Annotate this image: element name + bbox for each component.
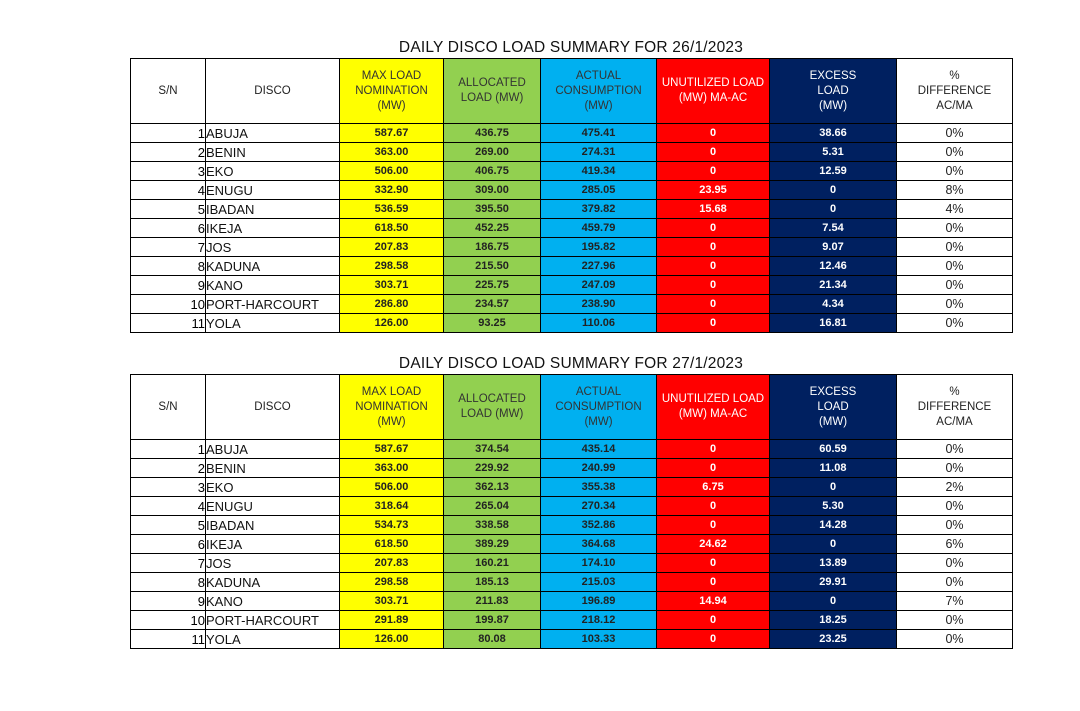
allocated-load-cell: 436.75 (444, 124, 541, 143)
disco-cell: IKEJA (206, 535, 340, 554)
load-summary-26-1-2023 (130, 38, 1012, 333)
allocated-load-cell: 265.04 (444, 497, 541, 516)
actual-consumption-cell: 364.68 (541, 535, 657, 554)
table-body (131, 440, 1013, 649)
table-row (131, 276, 1013, 295)
header-row (131, 59, 1013, 124)
percent-difference-cell: 0% (897, 219, 1013, 238)
header-unutilized-load: UNUTILIZED LOAD (MW) MA-AC (657, 59, 770, 124)
table-row (131, 611, 1013, 630)
unutilized-load-cell: 0 (657, 573, 770, 592)
percent-difference-cell: 0% (897, 257, 1013, 276)
percent-difference-cell: 0% (897, 295, 1013, 314)
max-load-cell: 298.58 (340, 573, 444, 592)
allocated-load-cell: 185.13 (444, 573, 541, 592)
actual-consumption-cell: 215.03 (541, 573, 657, 592)
max-load-cell: 534.73 (340, 516, 444, 535)
percent-difference-cell: 0% (897, 238, 1013, 257)
table-row (131, 516, 1013, 535)
unutilized-load-cell: 24.62 (657, 535, 770, 554)
excess-load-cell: 4.34 (770, 295, 897, 314)
table-row (131, 440, 1013, 459)
unutilized-load-cell: 0 (657, 554, 770, 573)
excess-load-cell: 0 (770, 478, 897, 497)
header-max-load: MAX LOAD NOMINATION (MW) (340, 375, 444, 440)
allocated-load-cell: 406.75 (444, 162, 541, 181)
excess-load-cell: 60.59 (770, 440, 897, 459)
sn-cell: 1 (131, 440, 206, 459)
percent-difference-cell: 0% (897, 124, 1013, 143)
excess-load-cell: 18.25 (770, 611, 897, 630)
excess-load-cell: 9.07 (770, 238, 897, 257)
disco-cell: YOLA (206, 314, 340, 333)
header-max-load: MAX LOAD NOMINATION (MW) (340, 59, 444, 124)
unutilized-load-cell: 14.94 (657, 592, 770, 611)
table-row (131, 630, 1013, 649)
unutilized-load-cell: 0 (657, 257, 770, 276)
unutilized-load-cell: 0 (657, 238, 770, 257)
allocated-load-cell: 338.58 (444, 516, 541, 535)
unutilized-load-cell: 0 (657, 516, 770, 535)
unutilized-load-cell: 0 (657, 314, 770, 333)
table-row (131, 459, 1013, 478)
excess-load-cell: 16.81 (770, 314, 897, 333)
unutilized-load-cell: 23.95 (657, 181, 770, 200)
excess-load-cell: 7.54 (770, 219, 897, 238)
allocated-load-cell: 199.87 (444, 611, 541, 630)
max-load-cell: 506.00 (340, 478, 444, 497)
actual-consumption-cell: 110.06 (541, 314, 657, 333)
actual-consumption-cell: 227.96 (541, 257, 657, 276)
actual-consumption-cell: 355.38 (541, 478, 657, 497)
excess-load-cell: 0 (770, 200, 897, 219)
actual-consumption-cell: 270.34 (541, 497, 657, 516)
header-percent-difference: % DIFFERENCE AC/MA (897, 375, 1013, 440)
unutilized-load-cell: 0 (657, 162, 770, 181)
allocated-load-cell: 374.54 (444, 440, 541, 459)
disco-cell: ENUGU (206, 181, 340, 200)
disco-cell: ENUGU (206, 497, 340, 516)
sn-cell: 6 (131, 535, 206, 554)
sn-cell: 4 (131, 497, 206, 516)
table-row (131, 219, 1013, 238)
sn-cell: 10 (131, 295, 206, 314)
unutilized-load-cell: 0 (657, 219, 770, 238)
disco-load-table (130, 374, 1013, 649)
percent-difference-cell: 6% (897, 535, 1013, 554)
unutilized-load-cell: 0 (657, 143, 770, 162)
excess-load-cell: 0 (770, 181, 897, 200)
disco-cell: PORT-HARCOURT (206, 295, 340, 314)
excess-load-cell: 21.34 (770, 276, 897, 295)
header-sn: S/N (131, 59, 206, 124)
unutilized-load-cell: 6.75 (657, 478, 770, 497)
disco-cell: EKO (206, 478, 340, 497)
sn-cell: 6 (131, 219, 206, 238)
table-body (131, 124, 1013, 333)
actual-consumption-cell: 195.82 (541, 238, 657, 257)
excess-load-cell: 11.08 (770, 459, 897, 478)
table-row (131, 143, 1013, 162)
allocated-load-cell: 80.08 (444, 630, 541, 649)
percent-difference-cell: 4% (897, 200, 1013, 219)
disco-cell: JOS (206, 554, 340, 573)
max-load-cell: 536.59 (340, 200, 444, 219)
table-row (131, 200, 1013, 219)
header-disco: DISCO (206, 375, 340, 440)
excess-load-cell: 23.25 (770, 630, 897, 649)
header-percent-difference: % DIFFERENCE AC/MA (897, 59, 1013, 124)
max-load-cell: 126.00 (340, 630, 444, 649)
sn-cell: 11 (131, 314, 206, 333)
unutilized-load-cell: 0 (657, 295, 770, 314)
allocated-load-cell: 160.21 (444, 554, 541, 573)
allocated-load-cell: 389.29 (444, 535, 541, 554)
allocated-load-cell: 229.92 (444, 459, 541, 478)
table-row (131, 162, 1013, 181)
excess-load-cell: 0 (770, 592, 897, 611)
percent-difference-cell: 0% (897, 162, 1013, 181)
sn-cell: 7 (131, 554, 206, 573)
percent-difference-cell: 0% (897, 611, 1013, 630)
percent-difference-cell: 0% (897, 276, 1013, 295)
actual-consumption-cell: 475.41 (541, 124, 657, 143)
actual-consumption-cell: 419.34 (541, 162, 657, 181)
sn-cell: 7 (131, 238, 206, 257)
disco-load-table (130, 58, 1013, 333)
sn-cell: 10 (131, 611, 206, 630)
excess-load-cell: 0 (770, 535, 897, 554)
unutilized-load-cell: 0 (657, 440, 770, 459)
actual-consumption-cell: 103.33 (541, 630, 657, 649)
allocated-load-cell: 211.83 (444, 592, 541, 611)
excess-load-cell: 5.30 (770, 497, 897, 516)
table-row (131, 181, 1013, 200)
percent-difference-cell: 2% (897, 478, 1013, 497)
percent-difference-cell: 0% (897, 573, 1013, 592)
percent-difference-cell: 0% (897, 497, 1013, 516)
actual-consumption-cell: 274.31 (541, 143, 657, 162)
sn-cell: 2 (131, 143, 206, 162)
table-row (131, 295, 1013, 314)
table-row (131, 257, 1013, 276)
table-row (131, 554, 1013, 573)
max-load-cell: 298.58 (340, 257, 444, 276)
disco-cell: PORT-HARCOURT (206, 611, 340, 630)
disco-cell: IBADAN (206, 516, 340, 535)
actual-consumption-cell: 247.09 (541, 276, 657, 295)
max-load-cell: 587.67 (340, 440, 444, 459)
disco-cell: IKEJA (206, 219, 340, 238)
actual-consumption-cell: 352.86 (541, 516, 657, 535)
table-row (131, 497, 1013, 516)
allocated-load-cell: 234.57 (444, 295, 541, 314)
percent-difference-cell: 0% (897, 516, 1013, 535)
table-row (131, 314, 1013, 333)
max-load-cell: 318.64 (340, 497, 444, 516)
header-row (131, 375, 1013, 440)
percent-difference-cell: 0% (897, 314, 1013, 333)
sn-cell: 3 (131, 478, 206, 497)
unutilized-load-cell: 0 (657, 124, 770, 143)
disco-cell: BENIN (206, 459, 340, 478)
actual-consumption-cell: 238.90 (541, 295, 657, 314)
table-row (131, 535, 1013, 554)
table-title: DAILY DISCO LOAD SUMMARY FOR 26/1/2023 (398, 39, 744, 56)
actual-consumption-cell: 240.99 (541, 459, 657, 478)
table-row (131, 478, 1013, 497)
header-disco: DISCO (206, 59, 340, 124)
sn-cell: 8 (131, 573, 206, 592)
sn-cell: 5 (131, 516, 206, 535)
disco-cell: YOLA (206, 630, 340, 649)
actual-consumption-cell: 285.05 (541, 181, 657, 200)
actual-consumption-cell: 218.12 (541, 611, 657, 630)
disco-cell: KADUNA (206, 257, 340, 276)
max-load-cell: 587.67 (340, 124, 444, 143)
allocated-load-cell: 269.00 (444, 143, 541, 162)
unutilized-load-cell: 15.68 (657, 200, 770, 219)
percent-difference-cell: 7% (897, 592, 1013, 611)
load-summary-27-1-2023 (130, 354, 1012, 649)
allocated-load-cell: 186.75 (444, 238, 541, 257)
disco-cell: JOS (206, 238, 340, 257)
max-load-cell: 363.00 (340, 459, 444, 478)
percent-difference-cell: 0% (897, 554, 1013, 573)
table-row (131, 592, 1013, 611)
max-load-cell: 303.71 (340, 592, 444, 611)
actual-consumption-cell: 435.14 (541, 440, 657, 459)
disco-cell: ABUJA (206, 124, 340, 143)
max-load-cell: 291.89 (340, 611, 444, 630)
actual-consumption-cell: 379.82 (541, 200, 657, 219)
excess-load-cell: 12.46 (770, 257, 897, 276)
unutilized-load-cell: 0 (657, 276, 770, 295)
disco-cell: EKO (206, 162, 340, 181)
unutilized-load-cell: 0 (657, 497, 770, 516)
table-row (131, 124, 1013, 143)
unutilized-load-cell: 0 (657, 630, 770, 649)
sn-cell: 2 (131, 459, 206, 478)
disco-cell: ABUJA (206, 440, 340, 459)
max-load-cell: 207.83 (340, 554, 444, 573)
percent-difference-cell: 0% (897, 630, 1013, 649)
actual-consumption-cell: 196.89 (541, 592, 657, 611)
sn-cell: 1 (131, 124, 206, 143)
max-load-cell: 207.83 (340, 238, 444, 257)
header-actual-consumption: ACTUAL CONSUMPTION (MW) (541, 375, 657, 440)
excess-load-cell: 14.28 (770, 516, 897, 535)
percent-difference-cell: 8% (897, 181, 1013, 200)
max-load-cell: 303.71 (340, 276, 444, 295)
percent-difference-cell: 0% (897, 143, 1013, 162)
allocated-load-cell: 395.50 (444, 200, 541, 219)
table-row (131, 238, 1013, 257)
disco-cell: KANO (206, 592, 340, 611)
excess-load-cell: 5.31 (770, 143, 897, 162)
allocated-load-cell: 225.75 (444, 276, 541, 295)
disco-cell: BENIN (206, 143, 340, 162)
excess-load-cell: 38.66 (770, 124, 897, 143)
header-sn: S/N (131, 375, 206, 440)
header-allocated-load: ALLOCATED LOAD (MW) (444, 59, 541, 124)
table-row (131, 573, 1013, 592)
max-load-cell: 363.00 (340, 143, 444, 162)
percent-difference-cell: 0% (897, 459, 1013, 478)
actual-consumption-cell: 174.10 (541, 554, 657, 573)
percent-difference-cell: 0% (897, 440, 1013, 459)
sn-cell: 5 (131, 200, 206, 219)
allocated-load-cell: 215.50 (444, 257, 541, 276)
allocated-load-cell: 452.25 (444, 219, 541, 238)
allocated-load-cell: 362.13 (444, 478, 541, 497)
header-actual-consumption: ACTUAL CONSUMPTION (MW) (541, 59, 657, 124)
max-load-cell: 332.90 (340, 181, 444, 200)
sn-cell: 11 (131, 630, 206, 649)
header-excess-load: EXCESS LOAD (MW) (770, 59, 897, 124)
sn-cell: 9 (131, 592, 206, 611)
max-load-cell: 618.50 (340, 535, 444, 554)
table-title: DAILY DISCO LOAD SUMMARY FOR 27/1/2023 (398, 355, 744, 372)
header-allocated-load: ALLOCATED LOAD (MW) (444, 375, 541, 440)
excess-load-cell: 13.89 (770, 554, 897, 573)
disco-cell: KANO (206, 276, 340, 295)
max-load-cell: 618.50 (340, 219, 444, 238)
sn-cell: 4 (131, 181, 206, 200)
sn-cell: 9 (131, 276, 206, 295)
max-load-cell: 126.00 (340, 314, 444, 333)
sn-cell: 3 (131, 162, 206, 181)
header-excess-load: EXCESS LOAD (MW) (770, 375, 897, 440)
max-load-cell: 506.00 (340, 162, 444, 181)
max-load-cell: 286.80 (340, 295, 444, 314)
header-unutilized-load: UNUTILIZED LOAD (MW) MA-AC (657, 375, 770, 440)
actual-consumption-cell: 459.79 (541, 219, 657, 238)
disco-cell: KADUNA (206, 573, 340, 592)
unutilized-load-cell: 0 (657, 611, 770, 630)
sn-cell: 8 (131, 257, 206, 276)
allocated-load-cell: 309.00 (444, 181, 541, 200)
unutilized-load-cell: 0 (657, 459, 770, 478)
allocated-load-cell: 93.25 (444, 314, 541, 333)
excess-load-cell: 12.59 (770, 162, 897, 181)
excess-load-cell: 29.91 (770, 573, 897, 592)
disco-cell: IBADAN (206, 200, 340, 219)
